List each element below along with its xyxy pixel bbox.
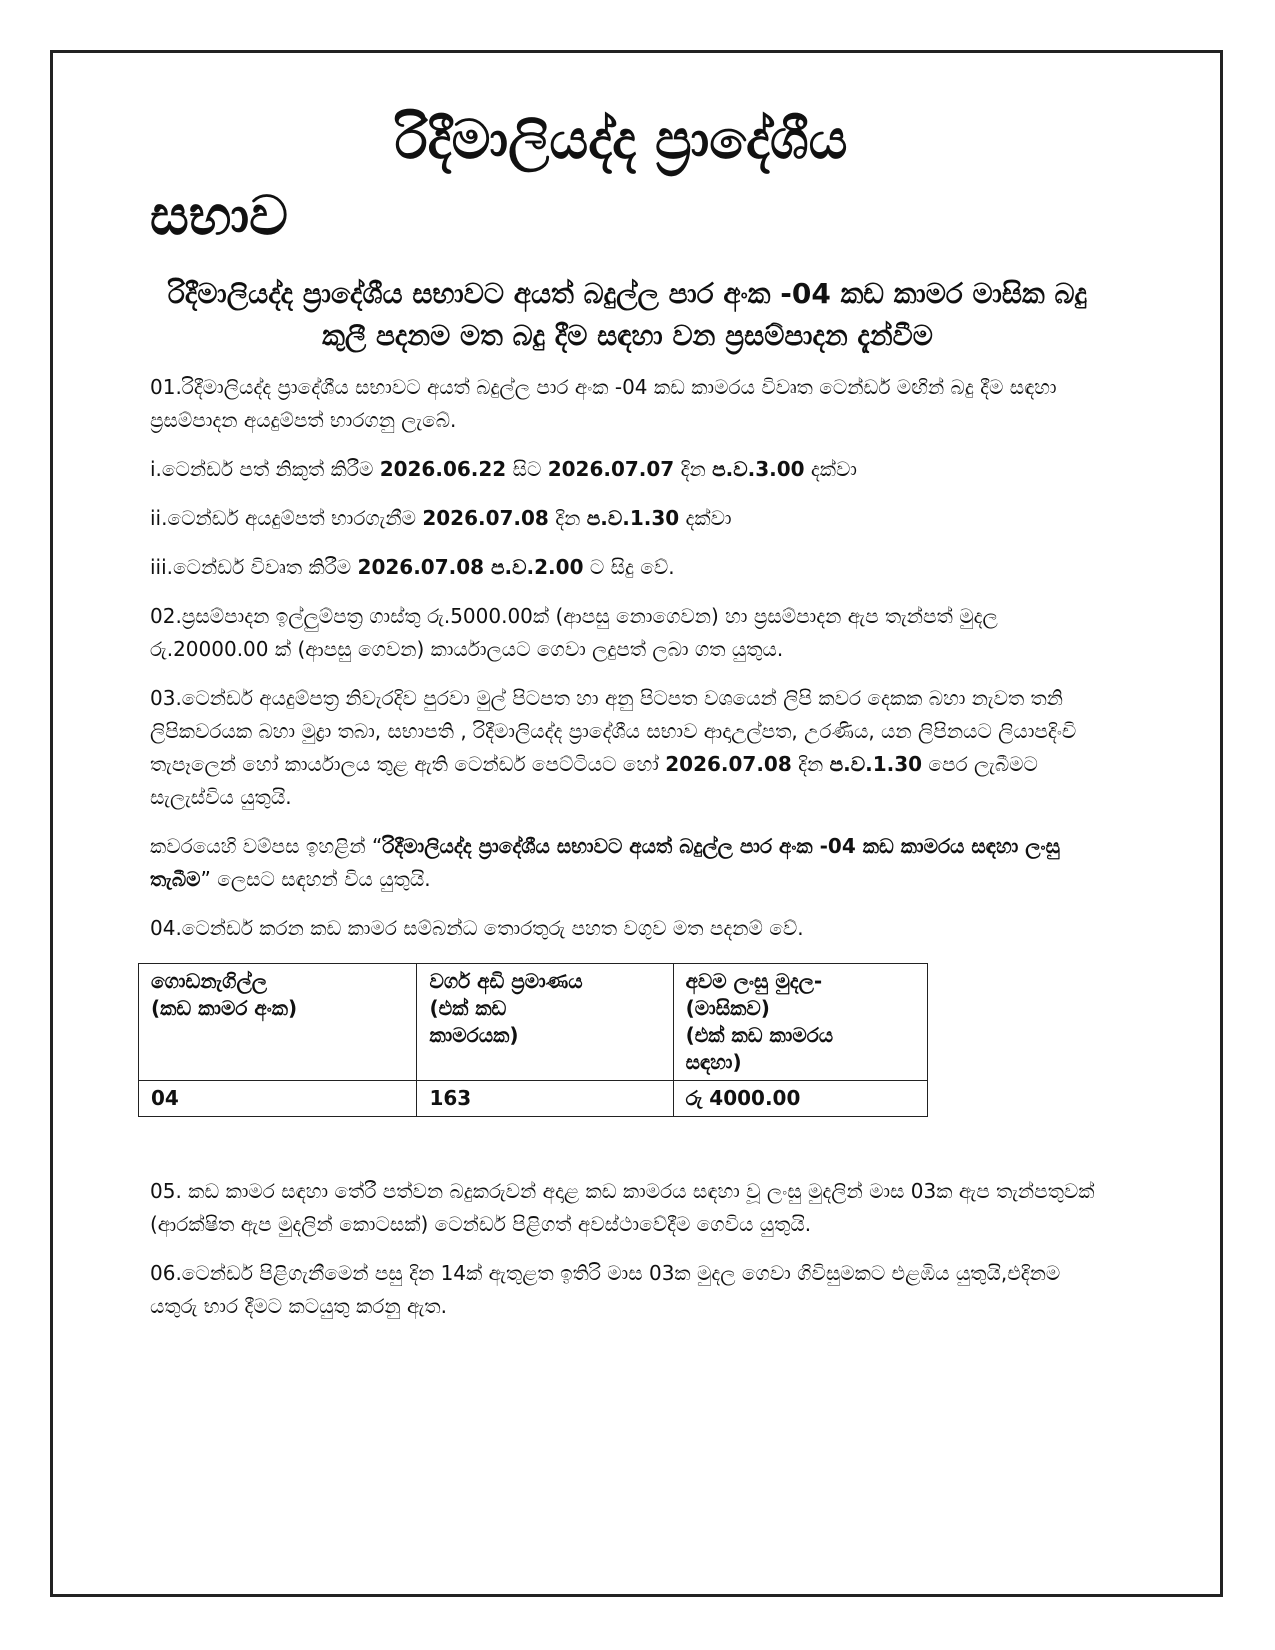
item-ii-text-a: ii.ටෙන්ඩර් අයදුම්පත් භාරගැනීම [150, 506, 423, 530]
item-i-date1: 2026.06.22 [379, 457, 507, 481]
table-cell-area: 163 [417, 1081, 673, 1117]
paragraph-05: 05. කඩ කාමර සඳහා තේරී පත්වන බදුකරුවන් අදාළ කඩ කාමරය සඳහා වූ ලංසු මුදලින් මාස 03ක ඇප තැන්පතුවක් (ආරක්ෂිත ඇප මුදලින් කොටසක්) ටෙන්ඩර් පිළිගත් අවස්ථාවේදීම ගෙවිය යුතුයි. [150, 1179, 1095, 1236]
paragraph-02: 02.ප්‍රසම්පාදන ඉල්ලුම්පත්‍ර ගාස්තු රු.5000.00ක් (ආපසු නොගෙවන) හා ප්‍රසම්පාදන ඇප තැන්පත් මුදල රු.20000.00 ක් (ආපසු ගෙවන) කාර්යාලයට ගෙවා ලදුපත් ලබා ගත යුතුය. [150, 604, 998, 661]
page-title-line2: සභාව [150, 184, 288, 247]
item-i-text-b: සිට [506, 457, 548, 481]
paragraph-03 [150, 682, 1105, 814]
cover-text-bold: රිදීමාලියද්ද ප්‍රාදේශීය සභාවට අයත් බදුල්ල පාර අංක -04 කඩ කාමරය සඳහා ලංසු තැබීම [150, 834, 1060, 891]
notice-subtitle: රිදීමාලියද්ද ප්‍රාදේශීය සභාවට අයත් බදුල්ල පාර අංක -04 කඩ කාමර මාසික බදු කුලී පදනම මත බදු දීම සඳහා වන ප්‍රසම්පාදන දැන්වීම [168, 277, 1087, 352]
table-row [139, 1081, 928, 1117]
item-iii-text-b: ට සිදු වේ. [583, 555, 675, 579]
item-ii-text-b: දින [548, 506, 587, 530]
cover-text-b: ” ලෙසට සඳහන් විය යුතුයි. [200, 867, 431, 891]
p03-date: 2026.07.08 [665, 752, 792, 776]
cover-text-a: කවරයෙහි වම්පස ඉහළින් “ [150, 834, 383, 858]
item-iii-text-a: iii.ටෙන්ඩර් විවෘත කිරීම [150, 555, 358, 579]
table-header-area: වර්ග අඩි ප්‍රමාණය (එක් කඩ කාමරයක) [417, 964, 673, 1081]
item-i-text-c: දින [674, 457, 713, 481]
item-iii-datetime: 2026.07.08 ප.ව.2.00 [357, 555, 584, 579]
table-cell-building: 04 [139, 1081, 417, 1117]
paragraph-04: 04.ටෙන්ඩර් කරන කඩ කාමර සම්බන්ධ තොරතුරු පහත වගුව මත පදනම් වේ. [150, 916, 804, 940]
shop-room-table [138, 963, 928, 1117]
p03-text-c: පෙර ලැබීමට සැලැස්විය යුතුයි. [150, 752, 1038, 809]
notice-content [150, 105, 1105, 1339]
p03-time: ප.ව.1.30 [829, 752, 923, 776]
table-header-building: ගොඩනැගිල්ල (කඩ කාමර අංක) [139, 964, 417, 1081]
table-header-min-bid: අවම ලංසු මුදල- (මාසිකව) (එක් කඩ කාමරය සඳහා) [673, 964, 927, 1081]
table-cell-min-bid: රු 4000.00 [673, 1081, 927, 1117]
paragraph-01: 01.රිදීමාලියද්ද ප්‍රාදේශීය සභාවට අයත් බදුල්ල පාර අංක -04 කඩ කාමරය විවෘත ටෙන්ඩර් මඟින් බදු දීම සඳහා ප්‍රසම්පාදන අයදුම්පත් භාරගනු ලැබේ. [150, 375, 1057, 432]
item-i-text-a: i.ටෙන්ඩර් පත් නිකුත් කිරීම [150, 457, 380, 481]
p03-text-b: දින [791, 752, 830, 776]
item-ii-date: 2026.07.08 [422, 506, 549, 530]
item-ii-text-c: දක්වා [679, 506, 732, 530]
item-ii [150, 502, 1105, 535]
item-iii [150, 551, 1105, 584]
item-i-text-d: දක්වා [804, 457, 857, 481]
item-i-time: ප.ව.3.00 [712, 457, 805, 481]
p03-text-a: 03.ටෙන්ඩර් අයදුම්පත්‍ර නිවැරදිව පුරවා මුල් පිටපත හා අනු පිටපත වශයෙන් ලිපි කවර දෙකක බහා නැවත තනි ලිපිකවරයක බහා මුද්‍රා තබා, සභාපති , රිදීමාලියද්ද ප්‍රාදේශීය සභාව ආදාඋල්පත, උරණිය, යන ලිපිනයට ලියාපදිංචි තැපෑලෙන් හෝ කාර්යාලය තුළ ඇති ටෙන්ඩර් පෙට්ටියට හෝ [150, 686, 1077, 776]
table-header-row [139, 964, 928, 1081]
cover-instruction [150, 830, 1105, 896]
item-ii-time: ප.ව.1.30 [586, 506, 680, 530]
item-i [150, 453, 1105, 486]
page-title-line1: රිදීමාලියද්ද ප්‍රාදේශීය [395, 108, 848, 171]
item-i-date2: 2026.07.07 [547, 457, 675, 481]
paragraph-06: 06.ටෙන්ඩර් පිළිගැනීමෙන් පසු දින 14ක් ඇතුළත ඉතිරි මාස 03ක මුදල ගෙවා ගිවිසුමකට එළඹිය යුතුයි,එදිනම යතුරු භාර දීමට කටයුතු කරනු ඇත. [150, 1261, 1061, 1318]
